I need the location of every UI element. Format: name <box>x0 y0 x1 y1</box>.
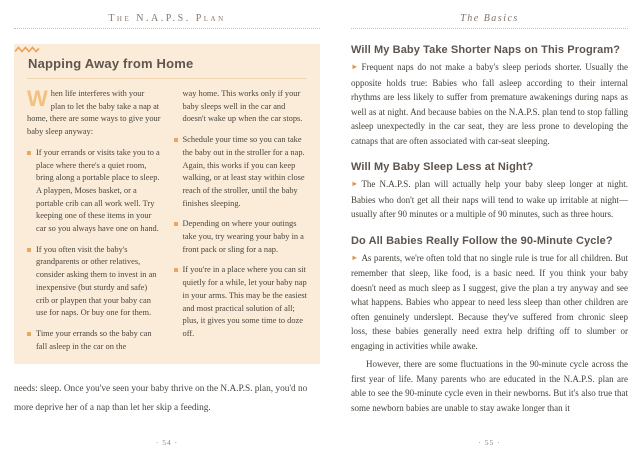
section-heading: Will My Baby Sleep Less at Night? <box>351 161 534 173</box>
qa-section <box>351 161 628 222</box>
list-item <box>27 147 161 236</box>
bullet-square-icon <box>174 268 178 272</box>
running-head-left: The N.A.P.S. Plan <box>108 13 226 24</box>
box-column-right <box>174 88 308 353</box>
body-paragraph <box>351 60 628 148</box>
body-paragraph <box>351 251 628 354</box>
list-item-text: Schedule your time so you can take the baby out in the stroller for a nap. Again, this works if you can keep walking, or at least stay within close reach of the stroller, until the baby finishes sleeping. <box>182 135 305 208</box>
list-item <box>174 218 308 256</box>
bullet-square-icon <box>27 151 31 155</box>
bullet-list-left <box>27 147 161 354</box>
list-item <box>27 328 161 353</box>
paragraph-text: As parents, we're often told that no single rule is true for all children. But remember that sleep, like food, is a basic need. If you think your baby doesn't need as much sleep as I suggest, give the plan a try anyway and see what happens. Babies who appear to need less sleep than other children are often genuinely underslept. Because they've suffered from chronic sleep loss, these babies generally need extra help drifting off to slumber or engaging in activities while awake. <box>351 252 628 351</box>
bullet-square-icon <box>27 332 31 336</box>
list-item <box>174 264 308 340</box>
dotted-rule <box>351 28 628 29</box>
right-page <box>351 0 628 457</box>
arrow-bullet-icon: ► <box>351 62 359 71</box>
bullet-square-icon <box>174 222 178 226</box>
qa-section <box>351 235 628 416</box>
list-item-text: If you're in a place where you can sit quietly for a while, let your baby nap in your arms. This may be the easiest and most practical solution of all; plus, it gives you some time to doze off. <box>182 265 308 338</box>
list-item-text: Time your errands so the baby can fall asleep in the car on the <box>36 328 152 351</box>
qa-section <box>351 44 628 148</box>
list-item-text: Depending on where your outings take you, try wearing your baby in a front pack or sling for a nap. <box>182 219 304 254</box>
page-number-right: · 55 · <box>478 438 501 447</box>
paragraph-text: Frequent naps do not make a baby's sleep periods shorter. Usually the opposite holds true: Babies who fall asleep according to their internal rhythms are less likely to suffer from premature awakenings during naps as well as at night. And because babies on the N.A.P.S. plan tend to stop falling asleep unexpectedly in the car seat, they are less prone to developing the catnaps that are often associated with car-seat sleeping. <box>351 62 628 146</box>
napping-away-box <box>14 44 320 364</box>
drop-cap: W <box>27 86 48 111</box>
list-item-text: If your errands or visits take you to a place where there's a quiet room, bring along a portable place to sleep. A playpen, Moses basket, or a portable crib can all work well. Try keeping one of these items in your car so you always have one on hand. <box>36 147 160 234</box>
page-number-left: · 54 · <box>155 438 179 447</box>
below-box-text: needs: sleep. Once you've seen your baby thrive on the N.A.P.S. plan, you'd no more deprive her of a nap than let her skip a feeding. <box>14 384 308 413</box>
zigzag-decoration-icon <box>14 40 40 58</box>
list-item <box>174 134 308 210</box>
arrow-bullet-icon: ► <box>351 252 359 262</box>
intro-paragraph <box>27 88 161 139</box>
left-page <box>14 0 320 457</box>
list-item <box>27 244 161 320</box>
paragraph-text: The N.A.P.S. plan will actually help your baby sleep longer at night. Babies who don't get all their naps will tend to wake up irritable at night—usually after 90 minutes or a multiple of 90 minutes, such as three hours. <box>351 179 628 219</box>
bullet-list-right <box>174 134 308 341</box>
bullet-square-icon <box>27 248 31 252</box>
section-heading: Will My Baby Take Shorter Naps on This Program? <box>351 44 621 56</box>
dotted-rule <box>14 28 320 29</box>
section-heading: Do All Babies Really Follow the 90-Minute Cycle? <box>351 234 613 247</box>
bullet-square-icon <box>174 138 178 142</box>
arrow-bullet-icon: ► <box>351 179 359 188</box>
box-columns <box>27 88 307 353</box>
box-column-left <box>27 88 161 353</box>
continuation-paragraph: way home. This works only if your baby sleeps well in the car and doesn't wake up when the car stops. <box>182 89 303 124</box>
box-title: Napping Away from Home <box>27 52 307 79</box>
running-head-right: The Basics <box>460 13 519 24</box>
body-paragraph <box>351 177 628 222</box>
intro-text: hen life interferes with your plan to let the baby take a nap at home, there are some ways to give your baby sleep anyway: <box>27 89 161 137</box>
list-item-text: If you often visit the baby's grandparents or other relatives, consider asking them to invest in an inexpensive (but sturdy and safe) crib or playpen that your baby can use for naps. Or buy one for them. <box>36 244 157 318</box>
body-paragraph: However, there are some fluctuations in the 90-minute cycle across the first year of life. Many parents who are educated in the N.A.P.S. plan are able to see the 90-minute cycle even in their newborns. But it's also true that some newborn babies are unable to stay awake longer than it <box>351 359 628 413</box>
